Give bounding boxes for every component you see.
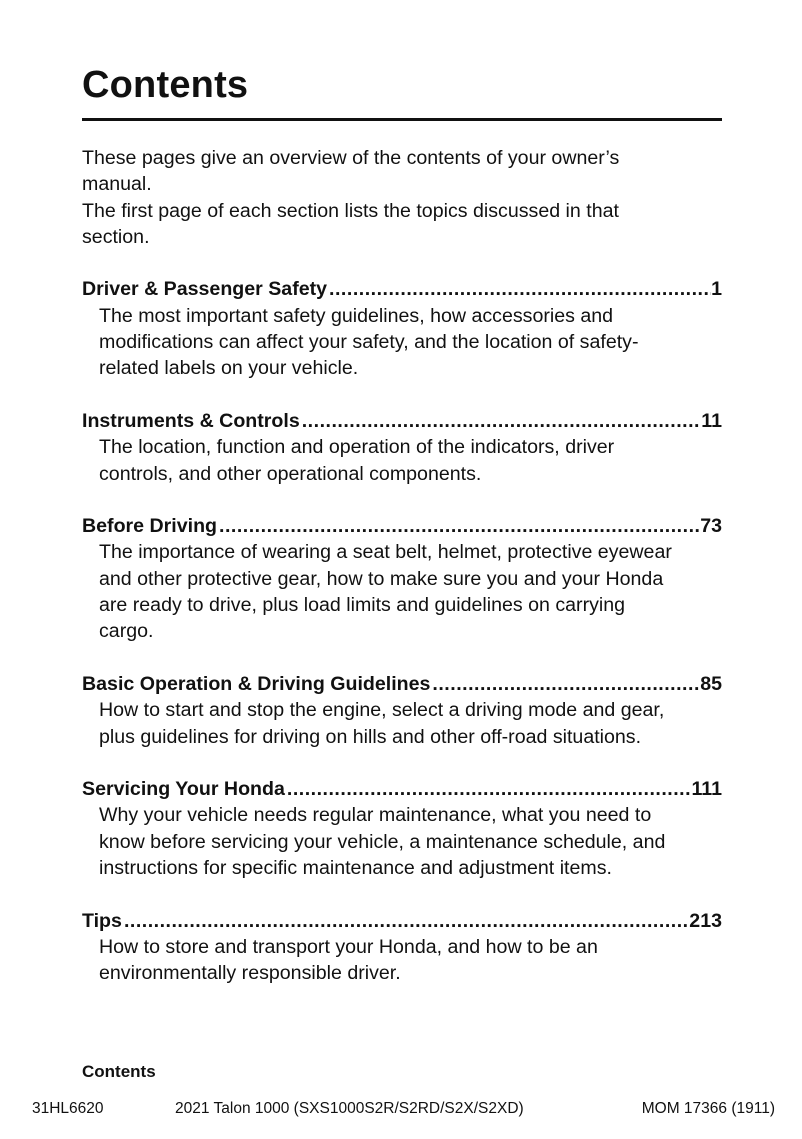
description-line: are ready to drive, plus load limits and guidelines on carrying [99, 594, 626, 617]
description-line: The location, function and operation of the indicators, driver [99, 436, 615, 459]
toc-entry-page: 85 [700, 672, 722, 695]
toc-entry-heading: Servicing Your Honda [82, 778, 285, 801]
toc-entry-page: 213 [689, 909, 722, 932]
toc-entry [82, 776, 722, 881]
description-line: environmentally responsible driver. [99, 962, 401, 985]
toc-entry-link[interactable] [82, 776, 722, 802]
page-title: Contents [82, 64, 249, 106]
dot-leader [327, 276, 711, 302]
description-line: controls, and other operational components. [99, 462, 482, 485]
toc-entry-heading: Instruments & Controls [82, 409, 300, 432]
footer-code: 31HL6620 [32, 1100, 104, 1117]
dot-leader [217, 513, 700, 539]
toc-entry-heading: Basic Operation & Driving Guidelines [82, 672, 431, 695]
description-line: How to store and transport your Honda, and how to be an [99, 935, 598, 958]
intro-line: manual. [82, 173, 152, 196]
toc-entry-heading: Driver & Passenger Safety [82, 278, 328, 301]
toc-entry-link[interactable] [82, 908, 722, 934]
description-line: related labels on your vehicle. [99, 357, 359, 380]
toc-entry-page: 1 [711, 278, 722, 301]
toc-entry-heading: Before Driving [82, 515, 218, 538]
toc-entry [82, 671, 722, 750]
dot-leader [122, 908, 689, 934]
description-line: and other protective gear, how to make sure you and your Honda [99, 567, 664, 590]
toc-entry-link[interactable] [82, 408, 722, 434]
intro-text [82, 145, 722, 250]
toc-entry [82, 908, 722, 987]
description-line: cargo. [99, 620, 154, 643]
intro-line: The first page of each section lists the topics discussed in that [82, 199, 619, 222]
toc-entry-page: 73 [700, 515, 722, 538]
toc-entry-link[interactable] [82, 276, 722, 302]
intro-line: These pages give an overview of the contents of your owner’s [82, 147, 620, 169]
footer-section-label: Contents [82, 1062, 156, 1081]
description-line: know before servicing your vehicle, a maintenance schedule, and [99, 830, 666, 853]
intro-line: section. [82, 225, 150, 248]
description-line: How to start and stop the engine, select a driving mode and gear, [99, 699, 665, 722]
toc-entry-description [82, 434, 722, 487]
description-line: The most important safety guidelines, how accessories and [99, 304, 614, 327]
toc-entry-link[interactable] [82, 513, 722, 539]
toc-entry-description [82, 802, 722, 881]
toc-entry [82, 276, 722, 381]
toc-entry-heading: Tips [82, 909, 122, 932]
toc-entry-description [82, 539, 722, 644]
toc-entry-link[interactable] [82, 671, 722, 697]
contents-body [82, 145, 722, 1013]
toc-entry-description [82, 697, 722, 750]
toc-entry-page: 111 [691, 778, 722, 801]
dot-leader [285, 776, 692, 802]
description-line: instructions for specific maintenance and adjustment items. [99, 857, 612, 880]
footer-model: 2021 Talon 1000 (SXS1000S2R/S2RD/S2X/S2XD) [175, 1100, 524, 1117]
toc-entry-page: 11 [701, 409, 722, 432]
dot-leader [300, 408, 702, 434]
toc-entry-description [82, 303, 722, 382]
toc-entry [82, 513, 722, 644]
description-line: The importance of wearing a seat belt, helmet, protective eyewear [99, 541, 672, 564]
title-rule [82, 118, 722, 121]
description-line: Why your vehicle needs regular maintenance, what you need to [99, 804, 652, 827]
description-line: plus guidelines for driving on hills and other off-road situations. [99, 725, 642, 748]
toc-entry-description [82, 934, 722, 987]
toc-entry [82, 408, 722, 487]
description-line: modifications can affect your safety, and the location of safety- [99, 331, 639, 354]
dot-leader [430, 671, 700, 697]
footer-doc-number: MOM 17366 (1911) [641, 1100, 775, 1117]
